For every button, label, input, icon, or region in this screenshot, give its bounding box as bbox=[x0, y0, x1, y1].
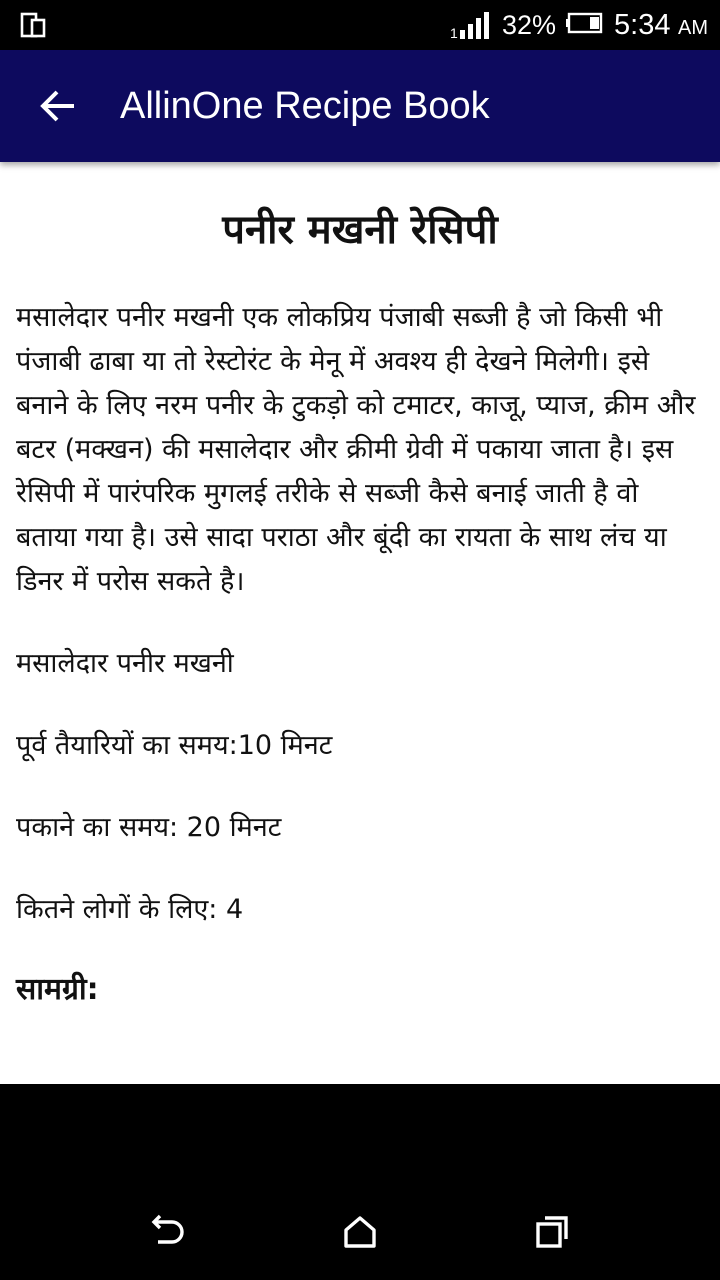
battery-icon bbox=[566, 10, 604, 41]
prep-time: पूर्व तैयारियों का समय:10 मिनट bbox=[16, 730, 333, 761]
recipe-intro: मसालेदार पनीर मखनी एक लोकप्रिय पंजाबी सब्जी है जो किसी भी पंजाबी ढाबा या तो रेस्टोरंट के मेनू में अवश्य ही देखने मिलेगी। इसे बनाने के लिए नरम पनीर के टुकड़ो को टमाटर, काजू, प्याज, क्रीम और बटर (मक्खन) की मसालेदार और क्रीमी ग्रेवी में पकाया जाता है। इस रेसिपी में पारंपरिक मुगलई तरीके से सब्जी कैसे बनाई जाती है वो बताया गया है। उसे सादा पराठा और बूंदी का रायता के साथ लंच या डिनर में परोस सकते है। bbox=[16, 302, 696, 597]
svg-text:1: 1 bbox=[449, 25, 458, 40]
recipe-name-line: मसालेदार पनीर मखनी bbox=[16, 648, 234, 679]
nav-home-icon bbox=[342, 1215, 378, 1249]
signal-icon bbox=[450, 10, 492, 40]
status-bar bbox=[0, 0, 720, 50]
battery-percent: 32% bbox=[501, 9, 557, 40]
arrow-back-icon bbox=[40, 90, 76, 122]
clock-time: 5:34 bbox=[614, 8, 671, 41]
recipe-title: पनीर मखनी रेसिपी bbox=[222, 207, 498, 253]
nav-back-icon bbox=[146, 1214, 186, 1250]
recipe-content[interactable] bbox=[0, 162, 720, 1084]
status-indicators bbox=[450, 0, 708, 50]
app-bar bbox=[0, 50, 720, 162]
screen-mirror-icon bbox=[20, 12, 48, 43]
nav-home-button[interactable] bbox=[340, 1212, 380, 1252]
clock-ampm: AM bbox=[678, 16, 708, 39]
cook-time: पकाने का समय: 20 मिनट bbox=[16, 812, 282, 843]
ingredients-heading: सामग्री: bbox=[16, 972, 99, 1007]
app-title: AllinOne Recipe Book bbox=[120, 84, 490, 127]
servings: कितने लोगों के लिए: 4 bbox=[16, 894, 244, 925]
nav-recents-button[interactable] bbox=[532, 1212, 572, 1252]
nav-back-button[interactable] bbox=[146, 1212, 186, 1252]
nav-recents-icon bbox=[534, 1214, 570, 1250]
back-button[interactable] bbox=[38, 86, 78, 126]
